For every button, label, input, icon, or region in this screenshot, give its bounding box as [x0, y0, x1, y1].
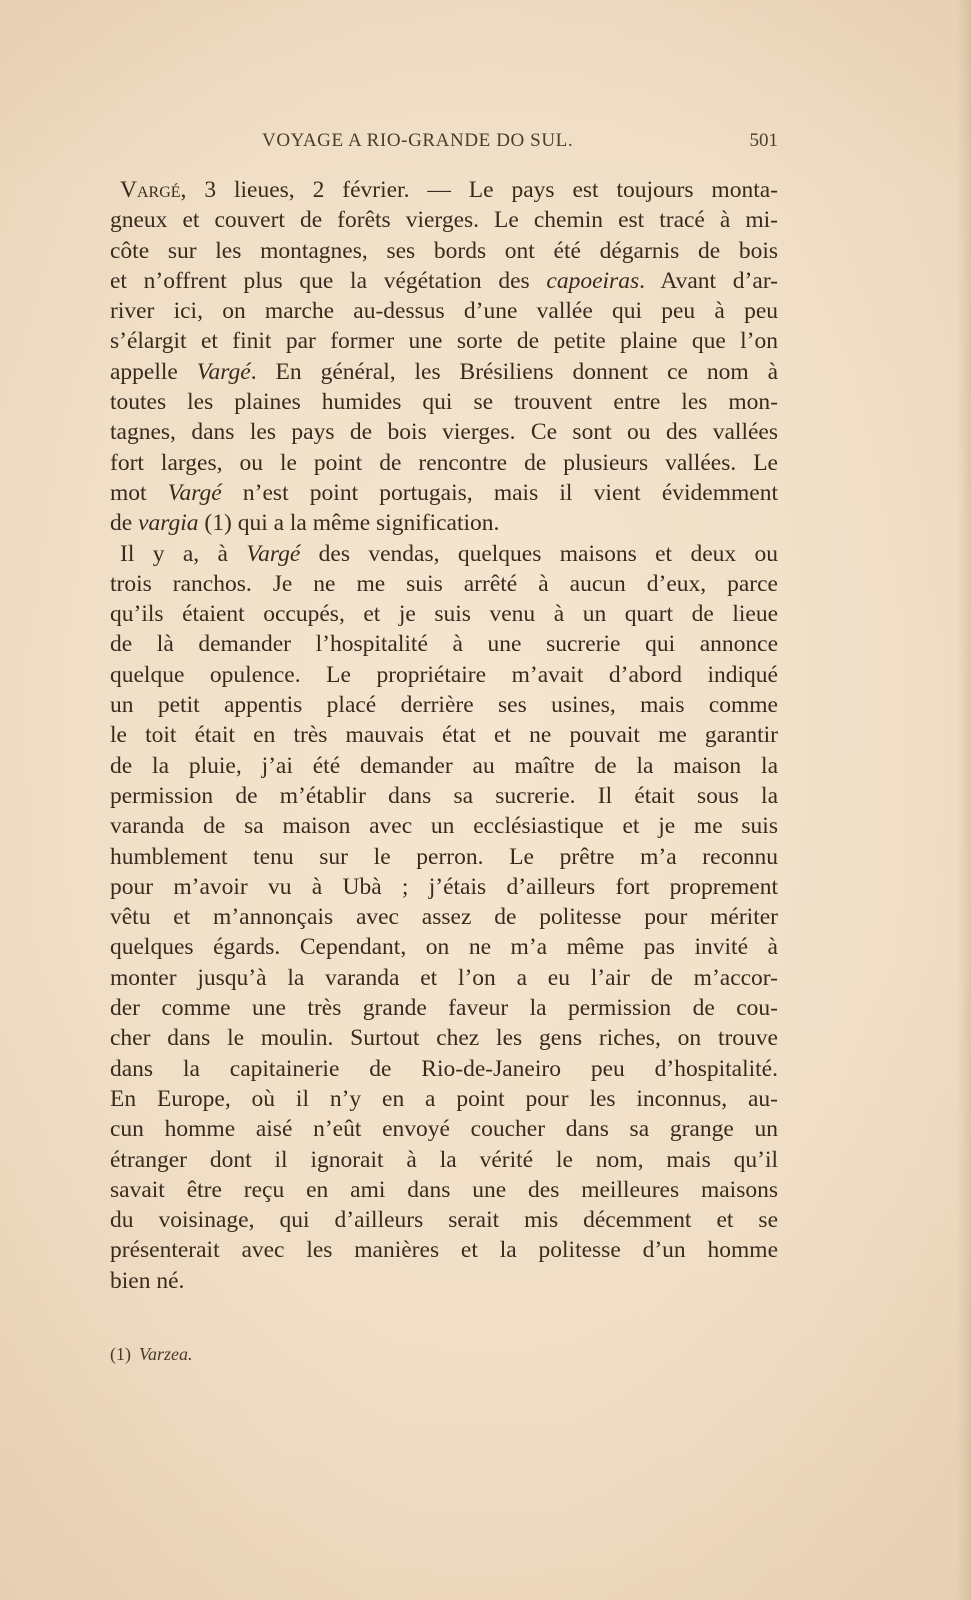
- text-line: toutes les plaines humides qui se trouvent entre les mon-: [110, 389, 778, 416]
- text-line: river ici, on marche au-dessus d’une vallée qui peu à peu: [110, 298, 778, 325]
- text-line: varanda de sa maison avec un ecclésiastique et je me suis: [110, 813, 778, 840]
- text-line: dans la capitainerie de Rio-de-Janeiro peu d’hospitalité.: [110, 1055, 778, 1082]
- text-line: monter jusqu’à la varanda et l’on a eu l’air de m’accor-: [110, 964, 778, 991]
- text-line: étranger dont il ignorait à la vérité le nom, mais qu’il: [110, 1146, 778, 1173]
- text-line: le toit était en très mauvais état et ne pouvait me garantir: [110, 722, 778, 749]
- text-line: quelque opulence. Le propriétaire m’avait d’abord indiqué: [110, 661, 778, 688]
- footnote: [110, 1344, 193, 1365]
- footnote-mark: (1): [110, 1344, 131, 1364]
- page-number: 501: [749, 130, 778, 151]
- text-line: tagnes, dans les pays de bois vierges. Ce sont ou des vallées: [110, 419, 778, 446]
- body-text: [110, 175, 778, 1296]
- text-line: mot Vargé n’est point portugais, mais il vient évidemment: [110, 479, 778, 506]
- text-line: fort larges, ou le point de rencontre de plusieurs vallées. Le: [110, 449, 778, 476]
- text-line: s’élargit et finit par former une sorte de petite plaine que l’on: [110, 328, 778, 355]
- page-edge-shadow: [957, 0, 971, 1600]
- page-header: [110, 128, 778, 156]
- text-line: appelle Vargé. En général, les Brésiliens donnent ce nom à: [110, 358, 778, 385]
- running-head: VOYAGE A RIO-GRANDE DO SUL.: [262, 130, 574, 151]
- text-line: de la pluie, j’ai été demander au maître de la maison la: [110, 752, 778, 779]
- text-line: et n’offrent plus que la végétation des capoeiras. Avant d’ar-: [110, 267, 778, 294]
- text-line: quelques égards. Cependant, on ne m’a même pas invité à: [110, 934, 778, 961]
- text-line: En Europe, où il n’y en a point pour les inconnus, au-: [110, 1085, 778, 1112]
- text-line: Vargé, 3 lieues, 2 février. — Le pays est toujours monta-: [120, 177, 778, 203]
- text-line: cun homme aisé n’eût envoyé coucher dans sa grange un: [110, 1116, 778, 1143]
- text-line: permission de m’établir dans sa sucrerie. Il était sous la: [110, 782, 778, 809]
- text-line: trois ranchos. Je ne me suis arrêté à aucun d’eux, parce: [110, 570, 778, 597]
- text-line: der comme une très grande faveur la permission de cou-: [110, 995, 778, 1022]
- text-line: savait être reçu en ami dans une des meilleures maisons: [110, 1176, 778, 1203]
- text-line: cher dans le moulin. Surtout chez les gens riches, on trouve: [110, 1025, 778, 1052]
- text-line: de là demander l’hospitalité à une sucrerie qui annonce: [110, 631, 778, 658]
- text-line: Il y a, à Vargé des vendas, quelques maisons et deux ou: [120, 540, 778, 567]
- text-line: présenterait avec les manières et la politesse d’un homme: [110, 1237, 778, 1264]
- text-line: qu’ils étaient occupés, et je suis venu à un quart de lieue: [110, 601, 778, 628]
- text-line: du voisinage, qui d’ailleurs serait mis décemment et se: [110, 1207, 778, 1234]
- text-line: de vargia (1) qui a la même signification.: [110, 510, 500, 537]
- text-line: un petit appentis placé derrière ses usines, mais comme: [110, 692, 778, 719]
- text-line: vêtu et m’annonçais avec assez de politesse pour mériter: [110, 904, 778, 931]
- text-line: humblement tenu sur le perron. Le prêtre m’a reconnu: [110, 843, 778, 870]
- text-line: bien né.: [110, 1267, 185, 1294]
- text-line: gneux et couvert de forêts vierges. Le chemin est tracé à mi-: [110, 207, 778, 234]
- text-line: pour m’avoir vu à Ubà ; j’étais d’ailleurs fort proprement: [110, 873, 778, 900]
- footnote-text: Varzea.: [139, 1344, 193, 1364]
- text-line: côte sur les montagnes, ses bords ont été dégarnis de bois: [110, 237, 778, 264]
